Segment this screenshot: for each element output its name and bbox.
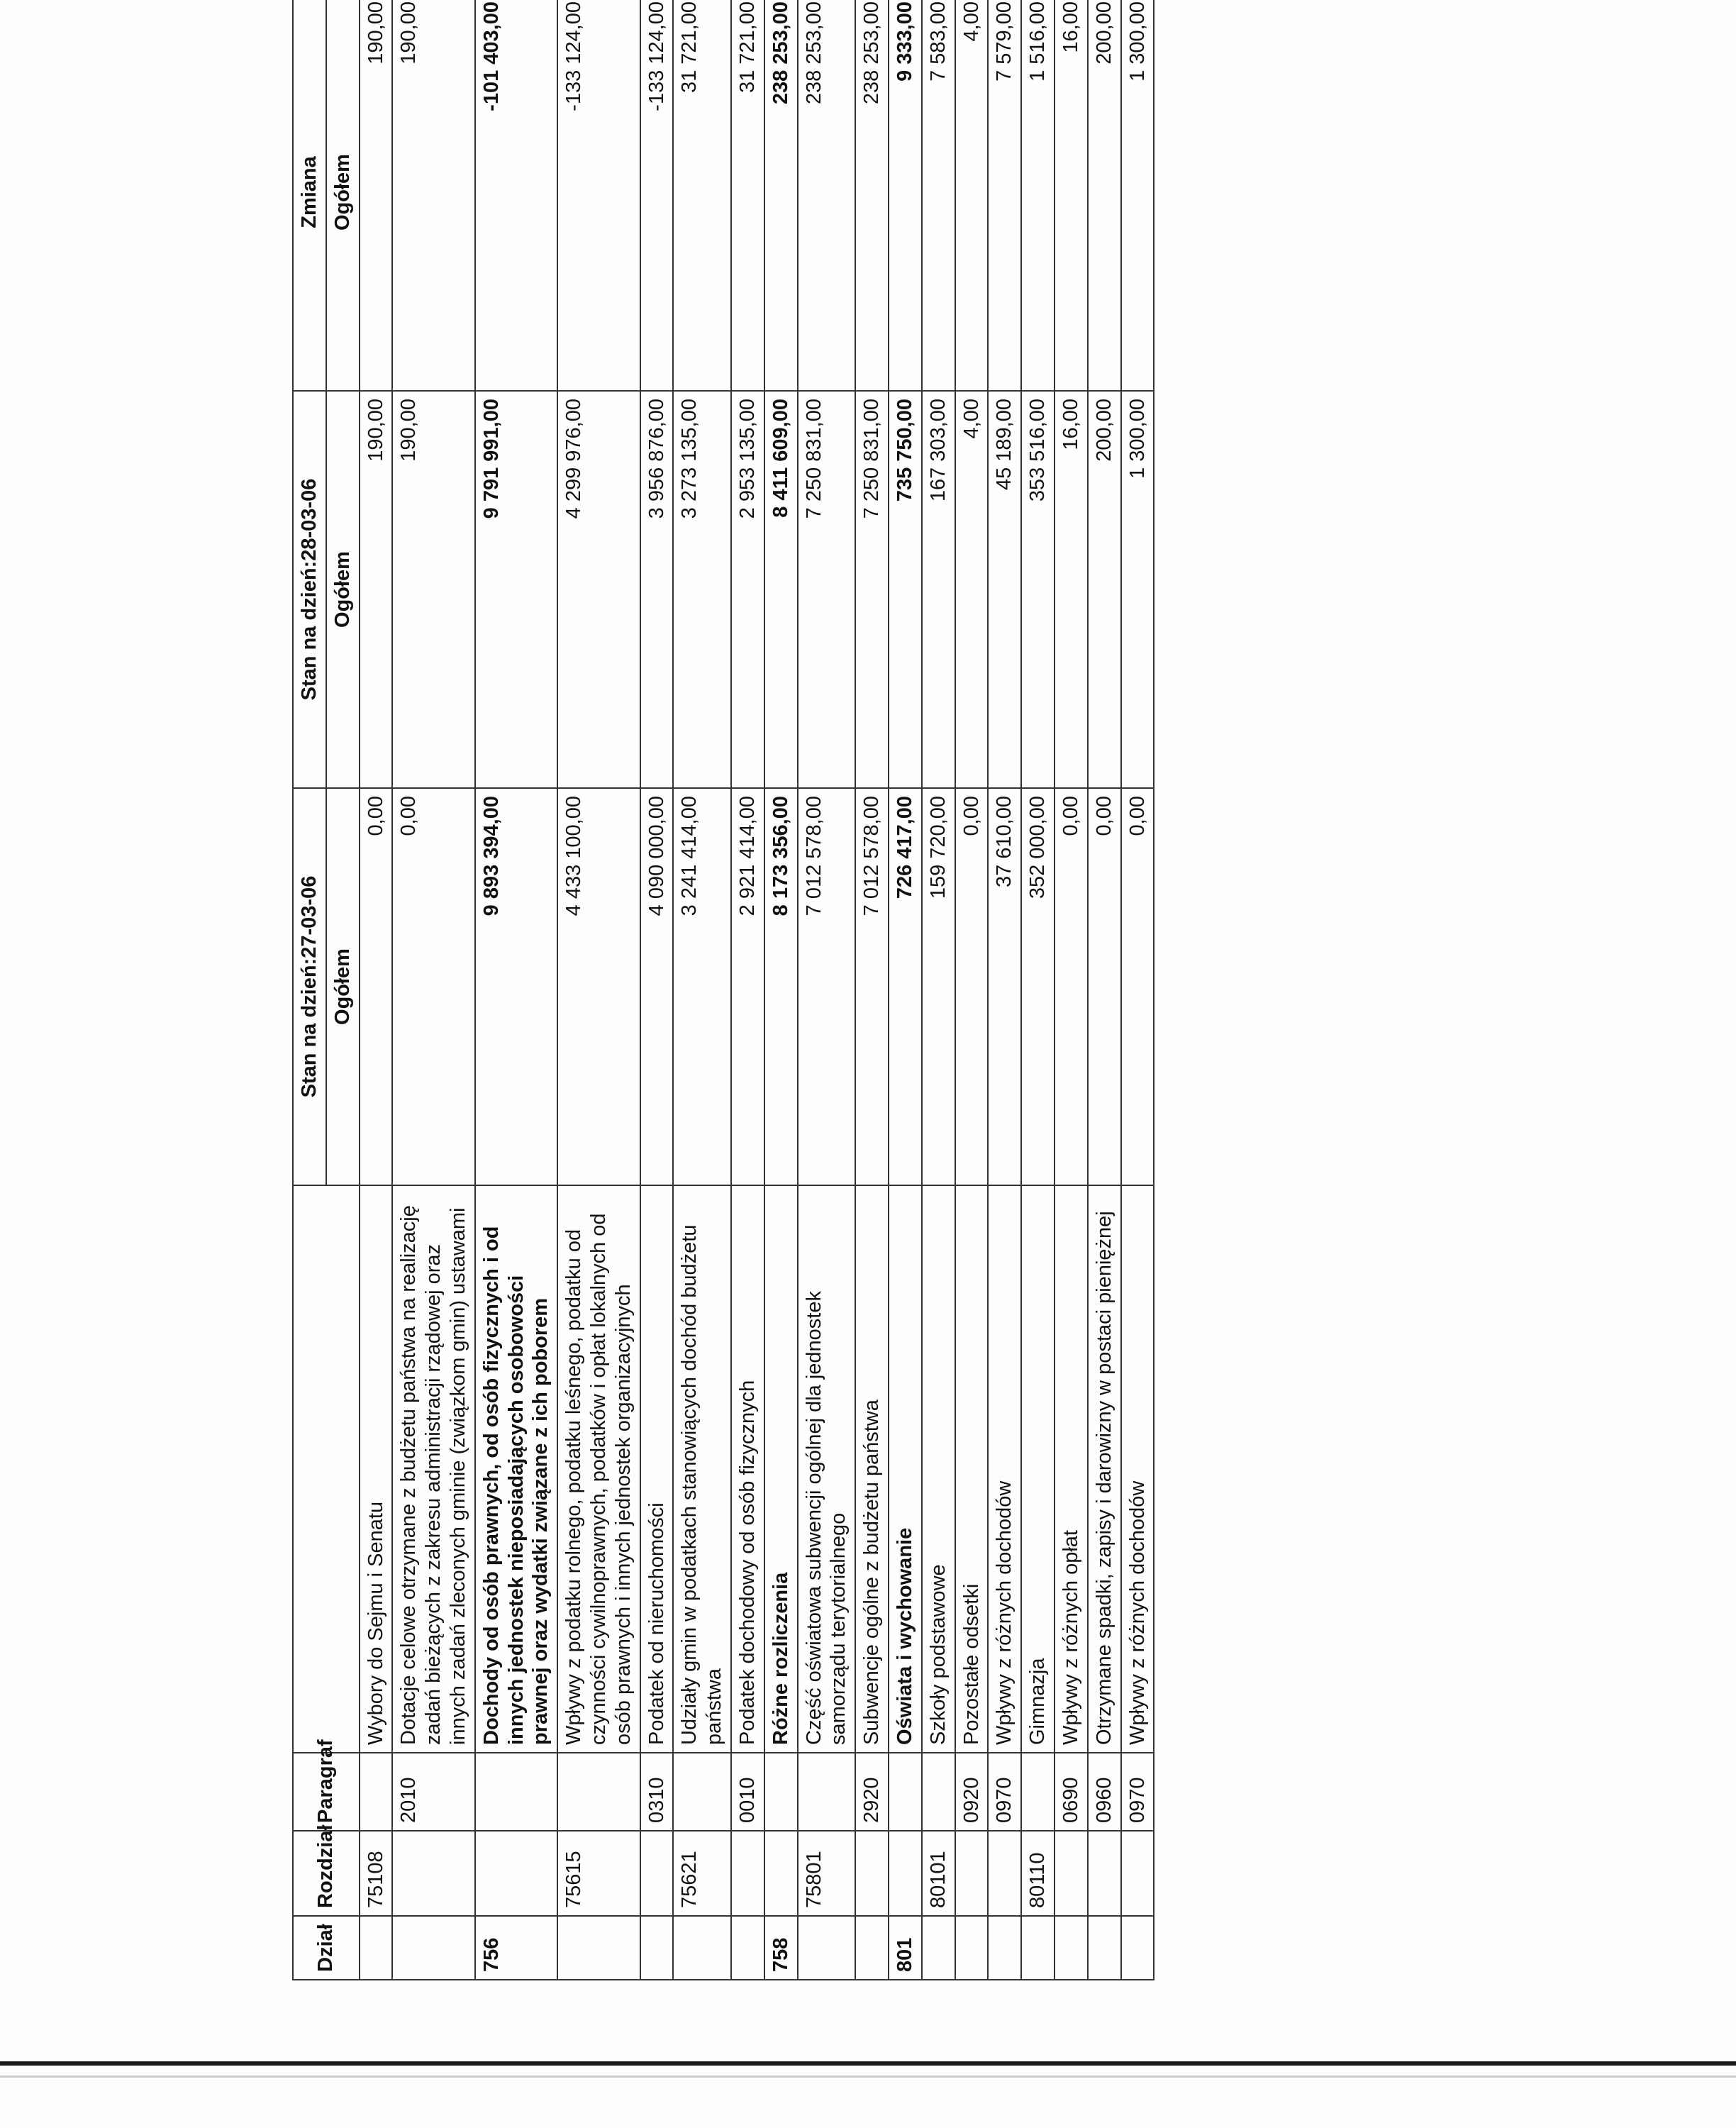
cell-stan2: 2 953 135,00 bbox=[731, 391, 764, 788]
cell-zmiana: 7 579,00 bbox=[988, 0, 1021, 391]
cell-stan1: 8 173 356,00 bbox=[764, 788, 798, 1185]
cell-paragraf bbox=[360, 1753, 393, 1831]
header-dzial: Dział bbox=[293, 1916, 360, 1980]
cell-rozdzial: 75801 bbox=[798, 1831, 856, 1916]
table-row bbox=[764, 0, 798, 1980]
table-row bbox=[955, 0, 989, 1980]
cell-rozdzial bbox=[640, 1831, 674, 1916]
cell-rozdzial: 80101 bbox=[922, 1831, 955, 1916]
cell-zmiana: -101 403,00 bbox=[475, 0, 557, 391]
cell-zmiana: 190,00 bbox=[392, 0, 474, 391]
table-row bbox=[889, 0, 922, 1980]
cell-rozdzial: 75108 bbox=[360, 1831, 393, 1916]
cell-zmiana: -133 124,00 bbox=[557, 0, 640, 391]
cell-paragraf: 2010 bbox=[392, 1753, 474, 1831]
cell-stan2: 9 791 991,00 bbox=[475, 391, 557, 788]
cell-opis: Wpływy z różnych opłat bbox=[1055, 1185, 1088, 1753]
cell-dzial bbox=[1088, 1916, 1121, 1980]
cell-opis: Część oświatowa subwencji ogólnej dla jednostek samorządu terytorialnego bbox=[798, 1185, 856, 1753]
cell-zmiana: 200,00 bbox=[1088, 0, 1121, 391]
cell-dzial bbox=[557, 1916, 640, 1980]
cell-dzial bbox=[392, 1916, 474, 1980]
cell-paragraf: 0690 bbox=[1055, 1753, 1088, 1831]
header-stan2: Stan na dzień:28-03-06 bbox=[293, 391, 326, 788]
cell-opis: Szkoły podstawowe bbox=[922, 1185, 955, 1753]
cell-rozdzial bbox=[889, 1831, 922, 1916]
header-stan1: Stan na dzień:27-03-06 bbox=[293, 788, 326, 1185]
table-row bbox=[922, 0, 955, 1980]
cell-stan1: 4 090 000,00 bbox=[640, 788, 674, 1185]
cell-stan2: 4,00 bbox=[955, 391, 989, 788]
cell-stan1: 9 893 394,00 bbox=[475, 788, 557, 1185]
cell-paragraf bbox=[889, 1753, 922, 1831]
cell-dzial bbox=[1055, 1916, 1088, 1980]
cell-opis: Dochody od osób prawnych, od osób fizycznych i od innych jednostek nieposiadających osobowości prawnej oraz wydatki związane z ich poborem bbox=[475, 1185, 557, 1753]
cell-zmiana: 16,00 bbox=[1055, 0, 1088, 391]
cell-zmiana: 1 300,00 bbox=[1121, 0, 1154, 391]
cell-paragraf: 0310 bbox=[640, 1753, 674, 1831]
cell-opis: Otrzymane spadki, zapisy i darowizny w postaci pieniężnej bbox=[1088, 1185, 1121, 1753]
cell-opis: Udziały gmin w podatkach stanowiących dochód budżetu państwa bbox=[673, 1185, 731, 1753]
cell-stan1: 0,00 bbox=[1121, 788, 1154, 1185]
cell-stan1: 726 417,00 bbox=[889, 788, 922, 1185]
cell-opis: Wybory do Sejmu i Senatu bbox=[360, 1185, 393, 1753]
cell-stan1: 159 720,00 bbox=[922, 788, 955, 1185]
cell-dzial: 801 bbox=[889, 1916, 922, 1980]
cell-stan2: 3 956 876,00 bbox=[640, 391, 674, 788]
cell-dzial bbox=[922, 1916, 955, 1980]
cell-rozdzial bbox=[955, 1831, 989, 1916]
table-row bbox=[392, 0, 474, 1980]
cell-zmiana: 238 253,00 bbox=[855, 0, 889, 391]
cell-dzial: 758 bbox=[764, 1916, 798, 1980]
cell-stan2: 353 516,00 bbox=[1021, 391, 1055, 788]
cell-rozdzial bbox=[855, 1831, 889, 1916]
cell-opis: Oświata i wychowanie bbox=[889, 1185, 922, 1753]
cell-zmiana: 9 333,00 bbox=[889, 0, 922, 391]
cell-paragraf: 0970 bbox=[1121, 1753, 1154, 1831]
cell-paragraf: 0970 bbox=[988, 1753, 1021, 1831]
cell-rozdzial: 80110 bbox=[1021, 1831, 1055, 1916]
header-ogolem-3: Ogółem bbox=[326, 0, 360, 391]
table-row bbox=[673, 0, 731, 1980]
table-row bbox=[731, 0, 764, 1980]
cell-stan2: 190,00 bbox=[360, 391, 393, 788]
cell-dzial bbox=[798, 1916, 856, 1980]
cell-opis: Wpływy z różnych dochodów bbox=[988, 1185, 1021, 1753]
cell-zmiana: 238 253,00 bbox=[764, 0, 798, 391]
cell-dzial bbox=[640, 1916, 674, 1980]
cell-paragraf bbox=[1021, 1753, 1055, 1831]
page-bottom-shadow bbox=[0, 2076, 1736, 2078]
header-opis bbox=[293, 1185, 360, 1753]
table-row bbox=[475, 0, 557, 1980]
cell-paragraf: 0960 bbox=[1088, 1753, 1121, 1831]
header-rozdzial: Rozdział bbox=[293, 1831, 360, 1916]
cell-opis: Subwencje ogólne z budżetu państwa bbox=[855, 1185, 889, 1753]
cell-opis: Wpływy z różnych dochodów bbox=[1121, 1185, 1154, 1753]
header-ogolem-1: Ogółem bbox=[326, 788, 360, 1185]
cell-stan2: 8 411 609,00 bbox=[764, 391, 798, 788]
cell-paragraf: 2920 bbox=[855, 1753, 889, 1831]
cell-stan1: 0,00 bbox=[955, 788, 989, 1185]
cell-dzial bbox=[855, 1916, 889, 1980]
table-row bbox=[1121, 0, 1154, 1980]
cell-paragraf bbox=[764, 1753, 798, 1831]
cell-zmiana: 31 721,00 bbox=[731, 0, 764, 391]
header-zmiana: Zmiana bbox=[293, 0, 326, 391]
cell-zmiana: 190,00 bbox=[360, 0, 393, 391]
cell-stan1: 352 000,00 bbox=[1021, 788, 1055, 1185]
table-row bbox=[360, 0, 393, 1980]
cell-paragraf bbox=[798, 1753, 856, 1831]
cell-stan1: 0,00 bbox=[392, 788, 474, 1185]
cell-dzial bbox=[1021, 1916, 1055, 1980]
table-row bbox=[855, 0, 889, 1980]
cell-stan1: 7 012 578,00 bbox=[798, 788, 856, 1185]
cell-stan2: 200,00 bbox=[1088, 391, 1121, 788]
cell-opis: Wpływy z podatku rolnego, podatku leśnego, podatku od czynności cywilnoprawnych, podatków i opłat lokalnych od osób prawnych i innych jednostek organizacyjnych bbox=[557, 1185, 640, 1753]
cell-stan1: 7 012 578,00 bbox=[855, 788, 889, 1185]
header-row-1 bbox=[293, 0, 326, 1980]
cell-zmiana: 238 253,00 bbox=[798, 0, 856, 391]
cell-rozdzial bbox=[1088, 1831, 1121, 1916]
cell-rozdzial bbox=[1055, 1831, 1088, 1916]
cell-rozdzial bbox=[764, 1831, 798, 1916]
cell-opis: Podatek od nieruchomości bbox=[640, 1185, 674, 1753]
cell-stan1: 2 921 414,00 bbox=[731, 788, 764, 1185]
cell-zmiana: 7 583,00 bbox=[922, 0, 955, 391]
cell-stan1: 3 241 414,00 bbox=[673, 788, 731, 1185]
table-row bbox=[988, 0, 1021, 1980]
cell-zmiana: 4,00 bbox=[955, 0, 989, 391]
cell-zmiana: 1 516,00 bbox=[1021, 0, 1055, 391]
cell-rozdzial bbox=[392, 1831, 474, 1916]
cell-opis: Gimnazja bbox=[1021, 1185, 1055, 1753]
table-row bbox=[1055, 0, 1088, 1980]
cell-rozdzial: 75615 bbox=[557, 1831, 640, 1916]
cell-stan1: 4 433 100,00 bbox=[557, 788, 640, 1185]
cell-paragraf: 0010 bbox=[731, 1753, 764, 1831]
budget-table bbox=[292, 0, 1154, 1980]
cell-zmiana: -133 124,00 bbox=[640, 0, 674, 391]
header-ogolem-2: Ogółem bbox=[326, 391, 360, 788]
cell-rozdzial bbox=[1121, 1831, 1154, 1916]
cell-stan2: 735 750,00 bbox=[889, 391, 922, 788]
cell-stan2: 1 300,00 bbox=[1121, 391, 1154, 788]
cell-paragraf bbox=[475, 1753, 557, 1831]
cell-stan2: 7 250 831,00 bbox=[855, 391, 889, 788]
cell-dzial bbox=[988, 1916, 1021, 1980]
cell-dzial bbox=[955, 1916, 989, 1980]
cell-stan1: 0,00 bbox=[1055, 788, 1088, 1185]
cell-zmiana: 31 721,00 bbox=[673, 0, 731, 391]
cell-opis: Dotacje celowe otrzymane z budżetu państwa na realizację zadań bieżących z zakresu administracji rządowej oraz innych zadań zleconych gminie (związkom gmin) ustawami bbox=[392, 1185, 474, 1753]
cell-stan2: 7 250 831,00 bbox=[798, 391, 856, 788]
table-row bbox=[557, 0, 640, 1980]
cell-stan2: 4 299 976,00 bbox=[557, 391, 640, 788]
cell-dzial bbox=[673, 1916, 731, 1980]
table-row bbox=[1021, 0, 1055, 1980]
cell-rozdzial bbox=[475, 1831, 557, 1916]
cell-stan1: 0,00 bbox=[360, 788, 393, 1185]
cell-stan2: 3 273 135,00 bbox=[673, 391, 731, 788]
cell-stan2: 16,00 bbox=[1055, 391, 1088, 788]
cell-rozdzial bbox=[988, 1831, 1021, 1916]
cell-paragraf bbox=[557, 1753, 640, 1831]
cell-opis: Pozostałe odsetki bbox=[955, 1185, 989, 1753]
cell-stan2: 45 189,00 bbox=[988, 391, 1021, 788]
cell-paragraf bbox=[673, 1753, 731, 1831]
cell-rozdzial bbox=[731, 1831, 764, 1916]
cell-dzial bbox=[731, 1916, 764, 1980]
cell-opis: Podatek dochodowy od osób fizycznych bbox=[731, 1185, 764, 1753]
cell-paragraf bbox=[922, 1753, 955, 1831]
cell-paragraf: 0920 bbox=[955, 1753, 989, 1831]
header-paragraf: Paragraf bbox=[293, 1753, 360, 1831]
cell-rozdzial: 75621 bbox=[673, 1831, 731, 1916]
table-body bbox=[360, 0, 1154, 1980]
cell-stan1: 0,00 bbox=[1088, 788, 1121, 1185]
table-row bbox=[798, 0, 856, 1980]
cell-stan2: 190,00 bbox=[392, 391, 474, 788]
cell-dzial bbox=[1121, 1916, 1154, 1980]
cell-stan1: 37 610,00 bbox=[988, 788, 1021, 1185]
page-bottom-rule bbox=[0, 2061, 1736, 2066]
rotated-table-container bbox=[292, 0, 1696, 1980]
table-row bbox=[640, 0, 674, 1980]
cell-stan2: 167 303,00 bbox=[922, 391, 955, 788]
cell-opis: Różne rozliczenia bbox=[764, 1185, 798, 1753]
cell-dzial bbox=[360, 1916, 393, 1980]
cell-dzial: 756 bbox=[475, 1916, 557, 1980]
table-row bbox=[1088, 0, 1121, 1980]
